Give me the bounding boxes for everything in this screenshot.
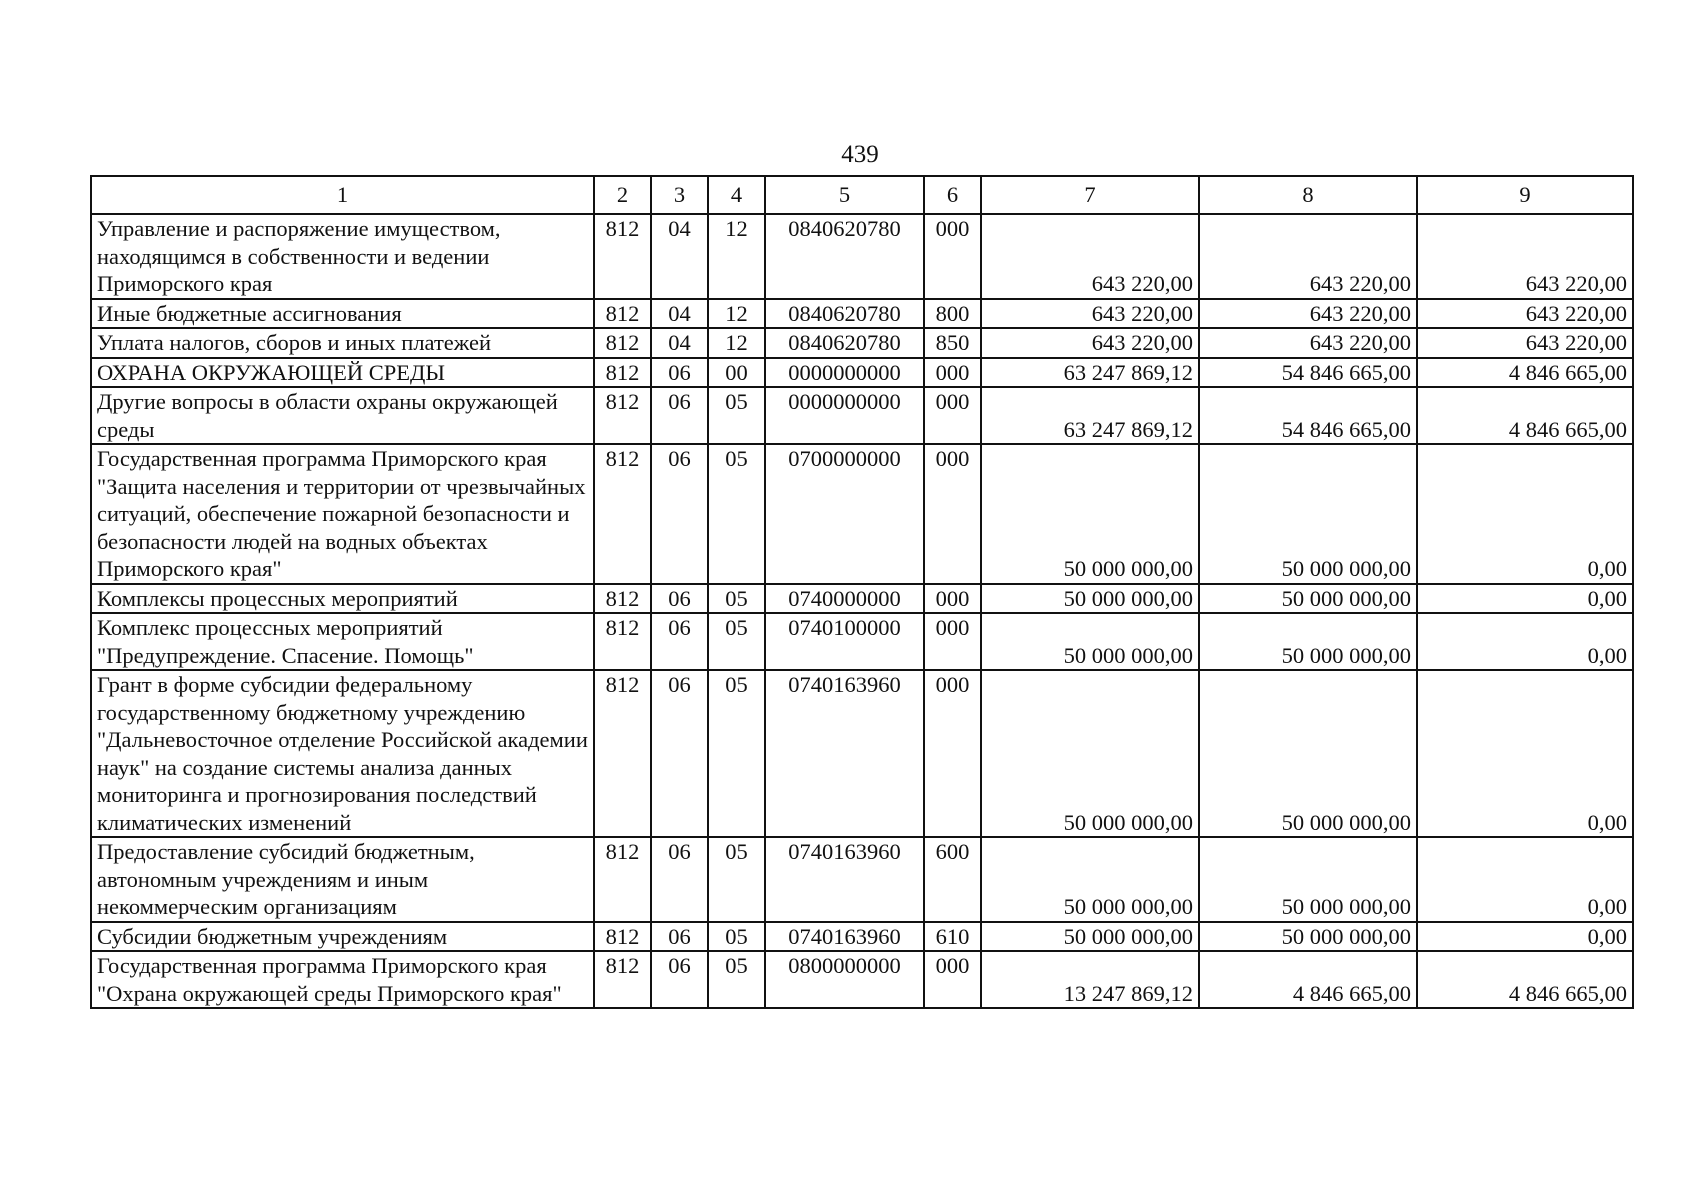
- target-article-code: 0740000000: [765, 584, 924, 614]
- column-header: 8: [1199, 176, 1417, 214]
- subsection-code: 12: [708, 299, 765, 329]
- column-header: 4: [708, 176, 765, 214]
- section-code: 06: [651, 670, 708, 837]
- column-header: 5: [765, 176, 924, 214]
- amount-col9: 0,00: [1417, 922, 1633, 952]
- subsection-code: 00: [708, 358, 765, 388]
- table-row: [91, 951, 1633, 1008]
- amount-col7: 50 000 000,00: [981, 444, 1199, 584]
- admin-code: 812: [594, 358, 651, 388]
- table-row: [91, 584, 1633, 614]
- amount-col8: 54 846 665,00: [1199, 358, 1417, 388]
- expense-type-code: 610: [924, 922, 981, 952]
- amount-col7: 50 000 000,00: [981, 922, 1199, 952]
- expense-type-code: 000: [924, 387, 981, 444]
- section-code: 06: [651, 358, 708, 388]
- row-name: Уплата налогов, сборов и иных платежей: [91, 328, 594, 358]
- admin-code: 812: [594, 613, 651, 670]
- target-article-code: 0840620780: [765, 299, 924, 329]
- expense-type-code: 000: [924, 584, 981, 614]
- row-name: Грант в форме субсидии федеральному государственному бюджетному учреждению "Дальневосточное отделение Российской академии наук" на создание системы анализа данных мониторинга и прогнозирования последствий климатических изменений: [91, 670, 594, 837]
- budget-table: [90, 175, 1634, 1009]
- expense-type-code: 000: [924, 613, 981, 670]
- subsection-code: 05: [708, 951, 765, 1008]
- section-code: 06: [651, 387, 708, 444]
- admin-code: 812: [594, 584, 651, 614]
- column-header: 2: [594, 176, 651, 214]
- subsection-code: 05: [708, 613, 765, 670]
- section-code: 04: [651, 299, 708, 329]
- target-article-code: 0840620780: [765, 328, 924, 358]
- section-code: 06: [651, 837, 708, 922]
- admin-code: 812: [594, 444, 651, 584]
- admin-code: 812: [594, 922, 651, 952]
- row-name: Комплекс процессных мероприятий "Предупреждение. Спасение. Помощь": [91, 613, 594, 670]
- row-name: Государственная программа Приморского края "Защита населения и территории от чрезвычайных ситуаций, обеспечение пожарной безопасности и безопасности людей на водных объектах Приморского края": [91, 444, 594, 584]
- amount-col7: 63 247 869,12: [981, 387, 1199, 444]
- amount-col9: 0,00: [1417, 444, 1633, 584]
- column-header: 9: [1417, 176, 1633, 214]
- expense-type-code: 800: [924, 299, 981, 329]
- target-article-code: 0840620780: [765, 214, 924, 299]
- table-row: [91, 837, 1633, 922]
- table-row: [91, 358, 1633, 388]
- amount-col7: 643 220,00: [981, 299, 1199, 329]
- amount-col8: 54 846 665,00: [1199, 387, 1417, 444]
- subsection-code: 05: [708, 837, 765, 922]
- row-name: Предоставление субсидий бюджетным, автономным учреждениям и иным некоммерческим организациям: [91, 837, 594, 922]
- table-row: [91, 328, 1633, 358]
- amount-col9: 4 846 665,00: [1417, 951, 1633, 1008]
- column-header: 3: [651, 176, 708, 214]
- row-name: Государственная программа Приморского края "Охрана окружающей среды Приморского края": [91, 951, 594, 1008]
- amount-col9: 0,00: [1417, 837, 1633, 922]
- amount-col7: 50 000 000,00: [981, 837, 1199, 922]
- table-row: [91, 444, 1633, 584]
- column-header: 1: [91, 176, 594, 214]
- target-article-code: 0740100000: [765, 613, 924, 670]
- amount-col9: 643 220,00: [1417, 214, 1633, 299]
- amount-col8: 643 220,00: [1199, 299, 1417, 329]
- subsection-code: 05: [708, 444, 765, 584]
- target-article-code: 0740163960: [765, 670, 924, 837]
- amount-col8: 643 220,00: [1199, 328, 1417, 358]
- expense-type-code: 000: [924, 670, 981, 837]
- table-row: [91, 670, 1633, 837]
- table-row: [91, 922, 1633, 952]
- column-number-row: [91, 176, 1633, 214]
- amount-col8: 50 000 000,00: [1199, 670, 1417, 837]
- expense-type-code: 000: [924, 358, 981, 388]
- section-code: 06: [651, 613, 708, 670]
- row-name: Управление и распоряжение имуществом, находящимся в собственности и ведении Приморского края: [91, 214, 594, 299]
- amount-col8: 4 846 665,00: [1199, 951, 1417, 1008]
- row-name: Комплексы процессных мероприятий: [91, 584, 594, 614]
- amount-col8: 643 220,00: [1199, 214, 1417, 299]
- subsection-code: 12: [708, 214, 765, 299]
- table-row: [91, 613, 1633, 670]
- amount-col7: 643 220,00: [981, 214, 1199, 299]
- amount-col7: 50 000 000,00: [981, 670, 1199, 837]
- expense-type-code: 600: [924, 837, 981, 922]
- subsection-code: 05: [708, 584, 765, 614]
- admin-code: 812: [594, 670, 651, 837]
- admin-code: 812: [594, 387, 651, 444]
- subsection-code: 05: [708, 387, 765, 444]
- target-article-code: 0800000000: [765, 951, 924, 1008]
- section-code: 04: [651, 328, 708, 358]
- target-article-code: 0000000000: [765, 387, 924, 444]
- admin-code: 812: [594, 214, 651, 299]
- section-code: 06: [651, 922, 708, 952]
- amount-col9: 0,00: [1417, 613, 1633, 670]
- table-row: [91, 299, 1633, 329]
- amount-col7: 50 000 000,00: [981, 613, 1199, 670]
- row-name: Другие вопросы в области охраны окружающей среды: [91, 387, 594, 444]
- subsection-code: 12: [708, 328, 765, 358]
- expense-type-code: 000: [924, 444, 981, 584]
- column-header: 7: [981, 176, 1199, 214]
- target-article-code: 0740163960: [765, 837, 924, 922]
- amount-col9: 643 220,00: [1417, 299, 1633, 329]
- section-code: 06: [651, 444, 708, 584]
- page-number: 439: [841, 141, 879, 168]
- amount-col8: 50 000 000,00: [1199, 613, 1417, 670]
- amount-col8: 50 000 000,00: [1199, 922, 1417, 952]
- subsection-code: 05: [708, 670, 765, 837]
- section-code: 06: [651, 951, 708, 1008]
- column-header: 6: [924, 176, 981, 214]
- amount-col8: 50 000 000,00: [1199, 444, 1417, 584]
- subsection-code: 05: [708, 922, 765, 952]
- row-name: ОХРАНА ОКРУЖАЮЩЕЙ СРЕДЫ: [91, 358, 594, 388]
- amount-col8: 50 000 000,00: [1199, 837, 1417, 922]
- amount-col7: 13 247 869,12: [981, 951, 1199, 1008]
- expense-type-code: 000: [924, 951, 981, 1008]
- expense-type-code: 850: [924, 328, 981, 358]
- amount-col9: 4 846 665,00: [1417, 358, 1633, 388]
- target-article-code: 0000000000: [765, 358, 924, 388]
- admin-code: 812: [594, 299, 651, 329]
- admin-code: 812: [594, 951, 651, 1008]
- table-row: [91, 387, 1633, 444]
- table-row: [91, 214, 1633, 299]
- amount-col9: 643 220,00: [1417, 328, 1633, 358]
- amount-col9: 0,00: [1417, 584, 1633, 614]
- amount-col8: 50 000 000,00: [1199, 584, 1417, 614]
- row-name: Иные бюджетные ассигнования: [91, 299, 594, 329]
- expense-type-code: 000: [924, 214, 981, 299]
- section-code: 06: [651, 584, 708, 614]
- amount-col7: 63 247 869,12: [981, 358, 1199, 388]
- amount-col9: 0,00: [1417, 670, 1633, 837]
- admin-code: 812: [594, 328, 651, 358]
- target-article-code: 0700000000: [765, 444, 924, 584]
- amount-col7: 643 220,00: [981, 328, 1199, 358]
- row-name: Субсидии бюджетным учреждениям: [91, 922, 594, 952]
- target-article-code: 0740163960: [765, 922, 924, 952]
- amount-col9: 4 846 665,00: [1417, 387, 1633, 444]
- amount-col7: 50 000 000,00: [981, 584, 1199, 614]
- admin-code: 812: [594, 837, 651, 922]
- section-code: 04: [651, 214, 708, 299]
